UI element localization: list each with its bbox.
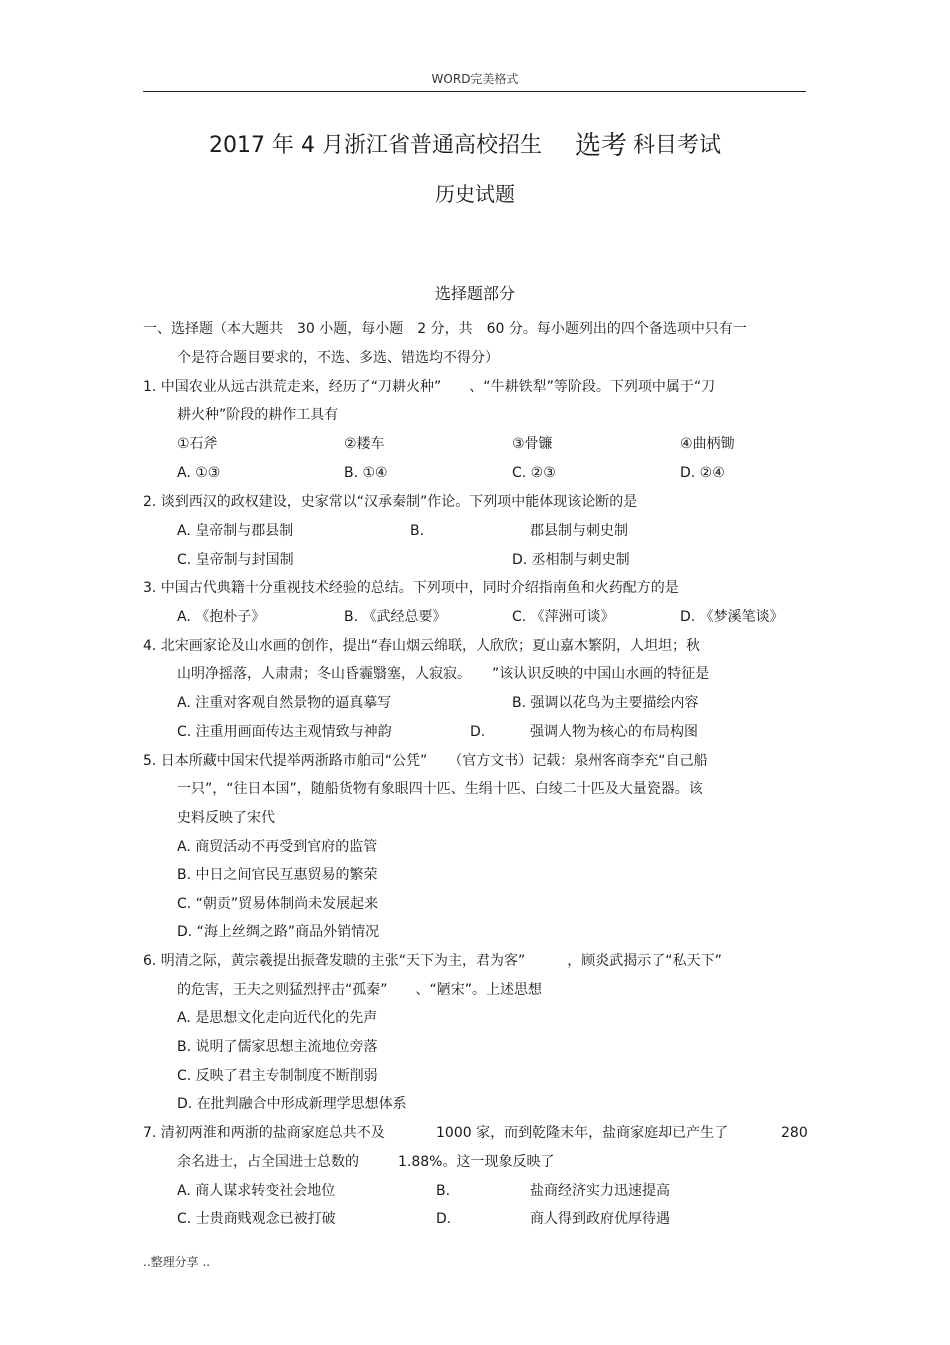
question-5-stem: 史料反映了宋代 [177, 810, 275, 826]
question-5-option: B. 中日之间官民互惠贸易的繁荣 [177, 867, 378, 883]
question-6-stem: 6. 明清之际，黄宗羲提出振聋发聩的主张“天下为主，君为客” ，顾炎武揭示了“私天下” [143, 953, 722, 969]
question-7-stem: 余名进士，占全国进士总数的 [177, 1154, 359, 1170]
question-3-option: D. 《梦溪笔谈》 [680, 609, 784, 625]
question-1-item: ②耧车 [344, 436, 385, 452]
question-2-option: A. 皇帝制与郡县制 [177, 523, 294, 539]
question-1-option: B. ①④ [344, 465, 388, 481]
question-2-option: D. 丞相制与刺史制 [512, 552, 630, 568]
question-4-option: B. 强调以花鸟为主要描绘内容 [512, 695, 699, 711]
question-4-stem: 山明净摇落，人肃肃；冬山昏霾翳塞，人寂寂。 ”该认识反映的中国山水画的特征是 [177, 666, 710, 682]
question-2-option: C. 皇帝制与封国制 [177, 552, 294, 568]
question-4-stem: 4. 北宋画家论及山水画的创作，提出“春山烟云绵联，人欣欣；夏山嘉木繁阴，人坦坦；秋 [143, 638, 701, 654]
question-7-option-text: 盐商经济实力迅速提高 [530, 1183, 670, 1199]
page-footer: ..整理分享 .. [143, 1255, 211, 1269]
question-6-option: C. 反映了君主专制制度不断削弱 [177, 1068, 378, 1084]
question-4-option: D. [470, 724, 486, 740]
question-4-option: C. 注重用画面传达主观情致与神韵 [177, 724, 392, 740]
question-1-option: C. ②③ [512, 465, 556, 481]
section-heading: 选择题部分 [434, 284, 515, 303]
question-2-option: B. [410, 523, 425, 539]
title-part1: 2017 年 4 月浙江省普通高校招生 [209, 133, 542, 158]
instruction-line: 个是符合题目要求的，不选、多选、错选均不得分） [177, 350, 499, 366]
question-7-option-text: 商人得到政府优厚待遇 [530, 1211, 670, 1227]
subtitle: 历史试题 [435, 182, 515, 206]
question-3-option: A. 《抱朴子》 [177, 609, 266, 625]
question-6-option: B. 说明了儒家思想主流地位旁落 [177, 1039, 378, 1055]
instruction-line: 一、选择题（本大题共 30 小题，每小题 2 分，共 60 分。每小题列出的四个备选项中只有一 [143, 321, 747, 337]
question-5-stem: 5. 日本所藏中国宋代提举两浙路市舶司“公凭” （官方文书）记载：泉州客商李充“自己船 [143, 753, 708, 769]
question-7-stem: 1000 家，而到乾隆末年，盐商家庭却已产生了 [436, 1125, 729, 1141]
question-7-option: C. 士贵商贱观念已被打破 [177, 1211, 336, 1227]
question-7-option: D. [436, 1211, 452, 1227]
question-7-option: B. [436, 1183, 451, 1199]
question-3-option: C. 《萍洲可谈》 [512, 609, 615, 625]
question-1-stem: 耕火种”阶段的耕作工具有 [177, 407, 339, 423]
question-2-stem: 2. 谈到西汉的政权建设，史家常以“汉承秦制”作论。下列项中能体现该论断的是 [143, 494, 638, 510]
question-1-option: D. ②④ [680, 465, 725, 481]
question-5-option: C. “朝贡”贸易体制尚未发展起来 [177, 896, 379, 912]
question-6-option: A. 是思想文化走向近代化的先声 [177, 1010, 378, 1026]
question-1-option: A. ①③ [177, 465, 221, 481]
question-7-option: A. 商人谋求转变社会地位 [177, 1183, 336, 1199]
question-1-item: ③骨镰 [512, 436, 553, 452]
question-1-item: ④曲柄锄 [680, 436, 735, 452]
question-7-stem: 7. 清初两淮和两浙的盐商家庭总共不及 [143, 1125, 385, 1141]
question-7-stem: 280 [781, 1125, 808, 1141]
question-2-option-text: 郡县制与刺史制 [530, 523, 628, 539]
title-part3: 科目考试 [633, 133, 722, 158]
question-3-option: B. 《武经总要》 [344, 609, 447, 625]
question-5-option: D. “海上丝绸之路”商品外销情况 [177, 924, 380, 940]
question-5-stem: 一只”，“往日本国”，随船货物有象眼四十匹、生绢十匹、白绫二十匹及大量瓷器。该 [177, 781, 703, 797]
question-1-stem: 1. 中国农业从远古洪荒走来，经历了“刀耕火种” 、“牛耕铁犁”等阶段。下列项中属于“刀 [143, 379, 716, 395]
question-5-option: A. 商贸活动不再受到官府的监管 [177, 839, 378, 855]
question-1-item: ①石斧 [177, 436, 218, 452]
question-7-stem: 1.88%。这一现象反映了 [398, 1154, 555, 1170]
title-part2: 选考 [575, 131, 628, 161]
question-6-option: D. 在批判融合中形成新理学思想体系 [177, 1096, 407, 1112]
header-rule [143, 91, 806, 92]
question-6-stem: 的危害，王夫之则猛烈抨击“孤秦” 、“陋宋”。上述思想 [177, 982, 543, 998]
question-3-stem: 3. 中国古代典籍十分重视技术经验的总结。下列项中，同时介绍指南鱼和火药配方的是 [143, 580, 679, 596]
page-header: WORD完美格式 [431, 72, 519, 86]
question-4-option-text: 强调人物为核心的布局构图 [530, 724, 698, 740]
question-4-option: A. 注重对客观自然景物的逼真摹写 [177, 695, 392, 711]
